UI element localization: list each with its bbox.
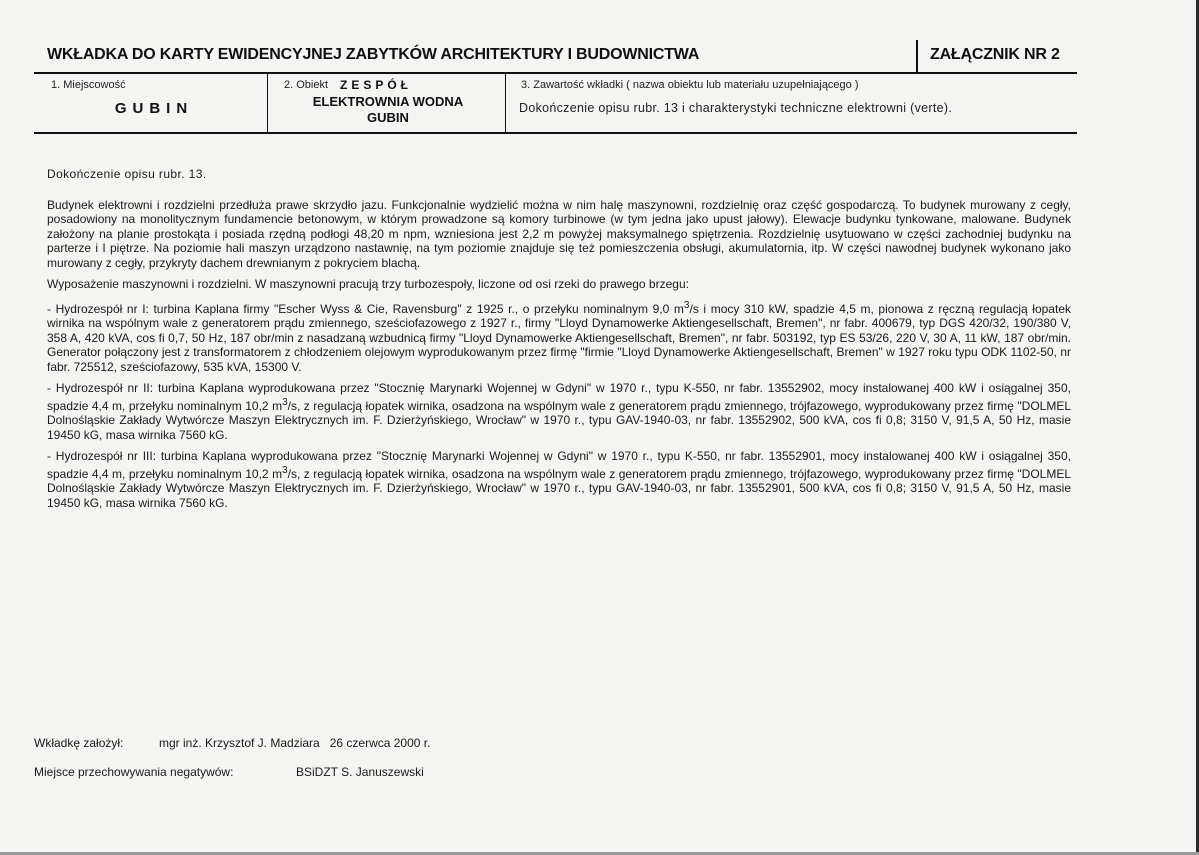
field-divider-2: [505, 74, 506, 132]
paragraph-unit-2: [47, 381, 1071, 442]
unit-3-superscript: 3: [282, 464, 288, 476]
object-name: [272, 94, 504, 126]
header-rule-top: [34, 72, 1077, 74]
annex-number: ZAŁĄCZNIK NR 2: [930, 46, 1060, 63]
content-value: Dokończenie opisu rubr. 13 i charakterystyki techniczne elektrowni (verte).: [519, 101, 953, 115]
paragraph-equipment: Wyposażenie maszynowni i rozdzielni. W maszynowni pracują trzy turbozespoły, liczone od osi rzeki do prawego brzegu:: [47, 277, 689, 291]
paragraph-building: Budynek elektrowni i rozdzielni przedłuża prawe skrzydło jazu. Funkcjonalnie wydzielić można w nim halę maszynowni, rozdzielnię oraz część gospodarczą. To budynek murowany z cegły, posadowiony na monolitycznym fundamencie betonowym, w którym prowadzone są komory turbinowe (w tym jedna jako upust jałowy). Elewacje budynku tynkowane, malowane. Budynek założony na planie prostokąta i posiada rzędną podłogi 48,20 m npm, wzniesiona jest 2,2 m powyżej maksymalnego spiętrzenia. Rozdzielnię usytuowano w części zachodniej budynku na parterze i I piętrze. Na poziomie hali maszyn urządzono nastawnię, na tym poziomie znajduje się też pomieszczenia obsługi, akumulatornia, itp. W części nawodnej budynek wykonano jako murowany z cegły, przykryty dachem drewnianym z pokryciem blachą.: [47, 197, 1071, 270]
author-date: 26 czerwca 2000 r.: [329, 736, 431, 750]
object-label: 2. Obiekt: [284, 79, 329, 91]
unit-1-superscript: 3: [683, 299, 690, 311]
unit-2-superscript: 3: [282, 396, 288, 408]
description-body: [47, 167, 1071, 510]
unit-2-text-a: - Hydrozespół nr II: turbina Kaplana wyprodukowana przez "Stocznię Marynarki Wojennej w Gdyni" w 1970 r., typu K-550, nr fabr. 13552902, mocy instalowanej 400 kW i osiągalnej 350, spadzie 4,4 m, przełyku nominalnym 10,2 m: [47, 381, 1071, 413]
form-title: WKŁADKA DO KARTY EWIDENCYJNEJ ZABYTKÓW ARCHITEKTURY I BUDOWNICTWA: [47, 46, 700, 63]
place-label: 1. Miejscowość: [51, 79, 126, 91]
place-value: GUBIN: [114, 100, 194, 117]
object-group: ZESPÓŁ: [340, 78, 413, 92]
unit-2-text-b: /s, z regulacją łopatek wirnika, osadzona na wspólnym wale z generatorem prądu zmiennego, trójfazowego, wyprodukowany przez firmę "DOLMEL Dolnośląskie Zakłady Wytwórcze Maszyn Elektrycznych im. F. Dzierżyńskiego, Wrocław" w 1970 r., typu GAV-1940-03, nr fabr. 13552902, 500 kVA, cos fi 0,8; 3150 V, 91,5 A, 50 Hz, masie 19450 kG, masa wirnika 7560 kG.: [47, 398, 1072, 442]
unit-3-text-b: /s, z regulacją łopatek wirnika, osadzona na wspólnym wale z generatorem prądu zmiennego, trójfazowego, wyprodukowany przez firmę "DOLMEL Dolnośląskie Zakłady Wytwórcze Maszyn Elektrycznych im. F. Dzierżyńskiego, Wrocław" w 1970 r., typu GAV-1940-03, nr fabr. 13552901, 500 kVA, cos fi 0,8; 3150 V, 91,5 A, 50 Hz, masie 19450 kG, masa wirnika 7560 kG.: [47, 466, 1072, 510]
author-label: Wkładkę założył:: [34, 736, 124, 750]
object-name-line-1: ELEKTROWNIA WODNA: [312, 94, 464, 109]
author-row: [34, 736, 430, 750]
unit-3-text-a: - Hydrozespół nr III: turbina Kaplana wyprodukowana przez "Stocznię Marynarki Wojennej w Gdyni" w 1970 r., typu K-550, nr fabr. 13552901, mocy instalowanej 400 kW i osiągalnej 350, spadzie 4,4 m, przełyku nominalnym 10,2 m: [47, 449, 1071, 481]
object-name-line-2: GUBIN: [367, 110, 409, 125]
storage-label: Miejsce przechowywania negatywów:: [34, 765, 234, 779]
unit-1-text-b: /s i mocy 310 kW, spadzie 4,5 m, pionowa z ręczną regulacją łopatek wirnika na wspólnym wale z generatorem prądu zmiennego, sześciofazowego z 1927 r., firmy "Lloyd Dynamowerke Aktiengesellschaft, Bremen", nr fabr. 400679, typ DGS 420/32, 190/380 V, 358 A, 420 kVA, cos fi 0,7, 50 Hz, 187 obr/min z nasadzaną wzbudnicą firmy "Lloyd Dynamowerke Aktiengesellschaft, Bremen", nr fabr. 503192, typ ES 53/26, 220 V, 30 A, 11 kW, 187 obr/min. Generator połączony jest z transformatorem z chłodzeniem olejowym wyprodukowanym przez firmę "firmie "Lloyd Dynamowerke Aktiengesellschaft, Bremen" w 1927 roku typu ODK 1102-50, nr fabr. 725512, sześciofazowy, 535 kVA, 15300 V.: [47, 301, 1071, 374]
storage-row: [34, 765, 424, 779]
section-heading: Dokończenie opisu rubr. 13.: [47, 167, 207, 181]
storage-value: BSiDZT S. Januszewski: [296, 765, 424, 779]
paragraph-unit-1: [47, 299, 1071, 375]
content-label: 3. Zawartość wkładki ( nazwa obiektu lub materiału uzupełniającego ): [521, 79, 859, 91]
author-value: mgr inż. Krzysztof J. Madziara: [159, 736, 320, 750]
header-divider: [916, 40, 918, 72]
unit-1-text-a: - Hydrozespół nr I: turbina Kaplana firmy "Escher Wyss & Cie, Ravensburg" z 1925 r., o przełyku nominalnym 9,0 m: [47, 301, 684, 316]
header-rule-bottom: [34, 132, 1077, 134]
paragraph-unit-3: [47, 449, 1071, 510]
